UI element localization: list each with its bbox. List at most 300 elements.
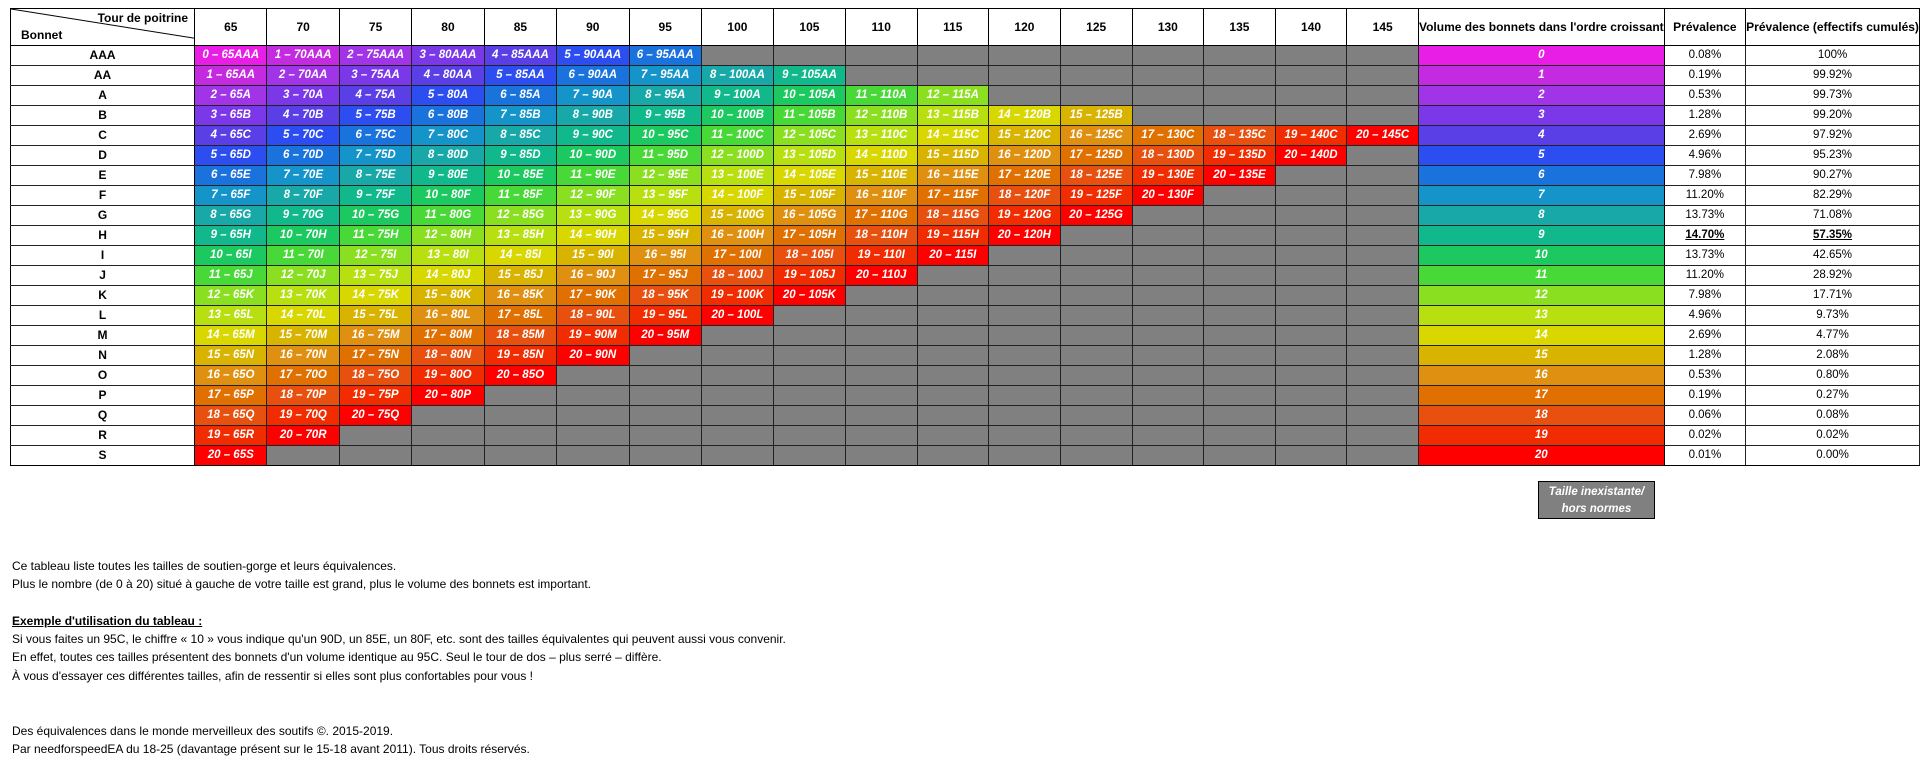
size-cell: 15 – 110E — [845, 166, 917, 186]
size-cell: 19 – 95L — [629, 306, 701, 326]
size-cell: 19 – 130E — [1132, 166, 1204, 186]
prevalence-cell: 0.08% — [1664, 46, 1745, 66]
cumulative-prevalence-cell: 0.27% — [1746, 386, 1920, 406]
size-cell: 16 – 110F — [845, 186, 917, 206]
empty-cell — [1060, 66, 1132, 86]
cumulative-prevalence-cell: 100% — [1746, 46, 1920, 66]
size-cell: 15 – 75L — [339, 306, 411, 326]
empty-cell — [1347, 86, 1419, 106]
empty-cell — [1060, 386, 1132, 406]
size-cell: 10 – 85E — [484, 166, 556, 186]
size-cell: 14 – 80J — [412, 266, 484, 286]
band-header: 95 — [629, 9, 701, 46]
size-cell: 20 – 115I — [917, 246, 989, 266]
size-cell: 13 – 85H — [484, 226, 556, 246]
size-cell: 17 – 90K — [557, 286, 629, 306]
empty-cell — [989, 326, 1061, 346]
size-cell: 17 – 110G — [845, 206, 917, 226]
empty-cell — [412, 446, 484, 466]
empty-cell — [1132, 366, 1204, 386]
empty-cell — [629, 346, 701, 366]
size-cell: 4 – 75A — [339, 86, 411, 106]
volume-cell: 13 — [1418, 306, 1664, 326]
empty-cell — [1347, 66, 1419, 86]
prevalence-cell: 1.28% — [1664, 106, 1745, 126]
size-cell: 10 – 105A — [773, 86, 845, 106]
size-cell: 7 – 85B — [484, 106, 556, 126]
size-cell: 16 – 70N — [267, 346, 339, 366]
empty-cell — [1204, 366, 1276, 386]
empty-cell — [1275, 426, 1347, 446]
size-cell: 19 – 135D — [1204, 146, 1276, 166]
cumulative-prevalence-cell: 17.71% — [1746, 286, 1920, 306]
empty-cell — [917, 386, 989, 406]
empty-cell — [1132, 306, 1204, 326]
size-cell: 13 – 105D — [773, 146, 845, 166]
size-cell: 10 – 90D — [557, 146, 629, 166]
empty-cell — [1132, 406, 1204, 426]
size-cell: 6 – 80B — [412, 106, 484, 126]
size-cell: 18 – 95K — [629, 286, 701, 306]
size-cell: 12 – 75I — [339, 246, 411, 266]
cup-label: Q — [11, 406, 195, 426]
empty-cell — [701, 426, 773, 446]
size-cell: 19 – 105J — [773, 266, 845, 286]
empty-cell — [1132, 426, 1204, 446]
size-cell: 19 – 90M — [557, 326, 629, 346]
prevalence-cell: 7.98% — [1664, 286, 1745, 306]
prevalence-header: Prévalence — [1664, 9, 1745, 46]
size-cell: 12 – 115A — [917, 86, 989, 106]
size-cell: 18 – 130D — [1132, 146, 1204, 166]
cup-axis-label: Bonnet — [21, 28, 63, 42]
empty-cell — [701, 446, 773, 466]
empty-cell — [1347, 106, 1419, 126]
empty-cell — [1060, 406, 1132, 426]
empty-cell — [557, 406, 629, 426]
size-cell: 8 – 100AA — [701, 66, 773, 86]
band-header: 70 — [267, 9, 339, 46]
cup-label: S — [11, 446, 195, 466]
table-row — [11, 286, 1920, 306]
size-cell: 20 – 100L — [701, 306, 773, 326]
table-row — [11, 46, 1920, 66]
band-header: 85 — [484, 9, 556, 46]
size-cell: 2 – 70AA — [267, 66, 339, 86]
cup-label: D — [11, 146, 195, 166]
table-row — [11, 406, 1920, 426]
empty-cell — [339, 446, 411, 466]
size-cell: 11 – 65J — [195, 266, 267, 286]
size-cell: 15 – 95H — [629, 226, 701, 246]
size-cell: 8 – 70F — [267, 186, 339, 206]
empty-cell — [1132, 206, 1204, 226]
empty-cell — [629, 366, 701, 386]
empty-cell — [1132, 346, 1204, 366]
size-cell: 17 – 130C — [1132, 126, 1204, 146]
size-cell: 14 – 65M — [195, 326, 267, 346]
volume-cell: 10 — [1418, 246, 1664, 266]
table-row — [11, 226, 1920, 246]
empty-cell — [773, 346, 845, 366]
size-cell: 10 – 65I — [195, 246, 267, 266]
size-cell: 11 – 90E — [557, 166, 629, 186]
size-cell: 20 – 75Q — [339, 406, 411, 426]
empty-cell — [1060, 46, 1132, 66]
band-header: 140 — [1275, 9, 1347, 46]
size-cell: 17 – 70O — [267, 366, 339, 386]
band-header: 105 — [773, 9, 845, 46]
empty-cell — [1204, 446, 1276, 466]
cumulative-prevalence-cell: 97.92% — [1746, 126, 1920, 146]
cup-label: M — [11, 326, 195, 346]
size-cell: 18 – 125E — [1060, 166, 1132, 186]
band-header: 125 — [1060, 9, 1132, 46]
size-cell: 3 – 75AA — [339, 66, 411, 86]
cumulative-prevalence-cell: 0.00% — [1746, 446, 1920, 466]
prevalence-cell: 11.20% — [1664, 186, 1745, 206]
size-cell: 16 – 120D — [989, 146, 1061, 166]
empty-cell — [1132, 86, 1204, 106]
band-header: 145 — [1347, 9, 1419, 46]
size-cell: 13 – 90G — [557, 206, 629, 226]
empty-cell — [1060, 86, 1132, 106]
prevalence-cell: 0.02% — [1664, 426, 1745, 446]
size-cell: 19 – 85N — [484, 346, 556, 366]
empty-cell — [1060, 426, 1132, 446]
size-cell: 11 – 110A — [845, 86, 917, 106]
size-cell: 11 – 80G — [412, 206, 484, 226]
empty-cell — [1275, 246, 1347, 266]
size-cell: 16 – 85K — [484, 286, 556, 306]
size-cell: 14 – 105E — [773, 166, 845, 186]
table-row — [11, 206, 1920, 226]
empty-cell — [701, 406, 773, 426]
size-cell: 4 – 80AA — [412, 66, 484, 86]
empty-cell — [845, 446, 917, 466]
size-cell: 5 – 70C — [267, 126, 339, 146]
band-axis-label: Tour de poitrine — [97, 11, 189, 25]
table-row — [11, 106, 1920, 126]
empty-cell — [773, 366, 845, 386]
cup-label: F — [11, 186, 195, 206]
empty-cell — [845, 326, 917, 346]
empty-cell — [701, 326, 773, 346]
empty-cell — [989, 366, 1061, 386]
size-cell: 17 – 100I — [701, 246, 773, 266]
size-cell: 10 – 100B — [701, 106, 773, 126]
size-cell: 2 – 65A — [195, 86, 267, 106]
empty-cell — [557, 446, 629, 466]
size-cell: 20 – 70R — [267, 426, 339, 446]
size-cell: 16 – 100H — [701, 226, 773, 246]
cumulative-prevalence-cell: 82.29% — [1746, 186, 1920, 206]
empty-cell — [845, 366, 917, 386]
cumulative-prevalence-cell: 0.02% — [1746, 426, 1920, 446]
volume-cell: 2 — [1418, 86, 1664, 106]
size-cell: 5 – 90AAA — [557, 46, 629, 66]
empty-cell — [989, 286, 1061, 306]
empty-cell — [1275, 266, 1347, 286]
cumulative-prevalence-cell: 0.80% — [1746, 366, 1920, 386]
empty-cell — [629, 386, 701, 406]
prevalence-cell: 7.98% — [1664, 166, 1745, 186]
size-cell: 20 – 105K — [773, 286, 845, 306]
cumulative-prevalence-cell: 4.77% — [1746, 326, 1920, 346]
empty-cell — [1204, 326, 1276, 346]
size-cell: 17 – 125D — [1060, 146, 1132, 166]
volume-cell: 18 — [1418, 406, 1664, 426]
size-cell: 15 – 70M — [267, 326, 339, 346]
empty-cell — [1060, 446, 1132, 466]
empty-cell — [773, 326, 845, 346]
volume-cell: 19 — [1418, 426, 1664, 446]
empty-cell — [917, 306, 989, 326]
cumulative-prevalence-cell: 42.65% — [1746, 246, 1920, 266]
size-cell: 1 – 70AAA — [267, 46, 339, 66]
size-cell: 9 – 80E — [412, 166, 484, 186]
volume-cell: 7 — [1418, 186, 1664, 206]
table-row — [11, 166, 1920, 186]
empty-cell — [773, 406, 845, 426]
size-cell: 19 – 75P — [339, 386, 411, 406]
cup-label: AA — [11, 66, 195, 86]
empty-cell — [989, 346, 1061, 366]
footer-line: Par needforspeedEA du 18-25 (davantage présent sur le 15-18 avant 2011). Tous droits réservés. — [12, 741, 530, 756]
prevalence-cell: 4.96% — [1664, 306, 1745, 326]
empty-cell — [339, 426, 411, 446]
size-cell: 6 – 75C — [339, 126, 411, 146]
cup-label: R — [11, 426, 195, 446]
size-cell: 13 – 65L — [195, 306, 267, 326]
volume-cell: 9 — [1418, 226, 1664, 246]
empty-cell — [917, 406, 989, 426]
size-cell: 20 – 135E — [1204, 166, 1276, 186]
size-cell: 13 – 115B — [917, 106, 989, 126]
size-cell: 12 – 70J — [267, 266, 339, 286]
empty-cell — [1060, 286, 1132, 306]
size-cell: 9 – 85D — [484, 146, 556, 166]
size-cell: 15 – 105F — [773, 186, 845, 206]
size-cell: 14 – 115C — [917, 126, 989, 146]
empty-cell — [1204, 406, 1276, 426]
empty-cell — [1347, 246, 1419, 266]
empty-cell — [484, 386, 556, 406]
prevalence-cell: 4.96% — [1664, 146, 1745, 166]
size-cell: 12 – 80H — [412, 226, 484, 246]
size-cell: 9 – 65H — [195, 226, 267, 246]
size-cell: 18 – 110H — [845, 226, 917, 246]
volume-cell: 14 — [1418, 326, 1664, 346]
table-row — [11, 266, 1920, 286]
size-cell: 16 – 95I — [629, 246, 701, 266]
empty-cell — [917, 426, 989, 446]
size-cell: 15 – 115D — [917, 146, 989, 166]
prevalence-cell: 0.06% — [1664, 406, 1745, 426]
size-cell: 12 – 95E — [629, 166, 701, 186]
empty-cell — [1275, 186, 1347, 206]
cup-label: O — [11, 366, 195, 386]
size-cell: 7 – 75D — [339, 146, 411, 166]
prevalence-cell: 0.53% — [1664, 86, 1745, 106]
size-cell: 5 – 85AA — [484, 66, 556, 86]
empty-cell — [989, 426, 1061, 446]
empty-cell — [1060, 226, 1132, 246]
empty-cell — [557, 386, 629, 406]
empty-cell — [1204, 46, 1276, 66]
volume-cell: 5 — [1418, 146, 1664, 166]
empty-cell — [1204, 86, 1276, 106]
band-header: 80 — [412, 9, 484, 46]
volume-cell: 0 — [1418, 46, 1664, 66]
empty-cell — [1275, 106, 1347, 126]
size-cell: 14 – 90H — [557, 226, 629, 246]
note-line: Si vous faites un 95C, le chiffre « 10 » vous indique qu'un 90D, un 85E, un 80F, etc. sont des tailles équivalentes qui peuvent aussi vous convenir. — [12, 632, 786, 647]
empty-cell — [1132, 286, 1204, 306]
size-cell: 17 – 95J — [629, 266, 701, 286]
size-cell: 14 – 95G — [629, 206, 701, 226]
empty-cell — [1347, 426, 1419, 446]
size-cell: 4 – 85AAA — [484, 46, 556, 66]
example-title: Exemple d'utilisation du tableau : — [12, 613, 203, 628]
empty-cell — [989, 386, 1061, 406]
empty-cell — [1060, 326, 1132, 346]
cup-label: J — [11, 266, 195, 286]
empty-cell — [1132, 246, 1204, 266]
cumulative-prevalence-cell: 99.73% — [1746, 86, 1920, 106]
empty-cell — [917, 286, 989, 306]
size-cell: 11 – 75H — [339, 226, 411, 246]
empty-cell — [845, 66, 917, 86]
empty-cell — [1275, 406, 1347, 426]
empty-cell — [1275, 386, 1347, 406]
size-cell: 6 – 90AA — [557, 66, 629, 86]
size-cell: 6 – 70D — [267, 146, 339, 166]
empty-cell — [773, 446, 845, 466]
empty-cell — [1132, 326, 1204, 346]
size-cell: 4 – 65C — [195, 126, 267, 146]
empty-cell — [917, 346, 989, 366]
table-corner-header — [11, 9, 195, 46]
size-cell: 12 – 65K — [195, 286, 267, 306]
size-cell: 11 – 105B — [773, 106, 845, 126]
empty-cell — [1275, 166, 1347, 186]
volume-cell: 15 — [1418, 346, 1664, 366]
size-cell: 6 – 65E — [195, 166, 267, 186]
size-cell: 12 – 105C — [773, 126, 845, 146]
note-line: Ce tableau liste toutes les tailles de soutien-gorge et leurs équivalences. — [12, 559, 397, 573]
empty-cell — [1275, 46, 1347, 66]
table-row — [11, 426, 1920, 446]
size-cell: 16 – 125C — [1060, 126, 1132, 146]
size-cell: 15 – 100G — [701, 206, 773, 226]
size-cell: 19 – 120G — [989, 206, 1061, 226]
size-cell: 18 – 85M — [484, 326, 556, 346]
size-cell: 5 – 65D — [195, 146, 267, 166]
empty-cell — [917, 446, 989, 466]
prevalence-cell: 0.19% — [1664, 386, 1745, 406]
size-cell: 15 – 120C — [989, 126, 1061, 146]
size-cell: 9 – 100A — [701, 86, 773, 106]
prevalence-cell: 13.73% — [1664, 246, 1745, 266]
empty-cell — [1347, 186, 1419, 206]
size-cell: 19 – 65R — [195, 426, 267, 446]
size-cell: 13 – 80I — [412, 246, 484, 266]
size-cell: 15 – 80K — [412, 286, 484, 306]
size-cell: 14 – 120B — [989, 106, 1061, 126]
empty-cell — [484, 446, 556, 466]
band-header: 65 — [195, 9, 267, 46]
size-cell: 9 – 70G — [267, 206, 339, 226]
size-cell: 16 – 80L — [412, 306, 484, 326]
volume-cell: 17 — [1418, 386, 1664, 406]
band-header: 75 — [339, 9, 411, 46]
empty-cell — [1275, 226, 1347, 246]
cumulative-prevalence-cell: 28.92% — [1746, 266, 1920, 286]
size-cell: 10 – 80F — [412, 186, 484, 206]
empty-cell — [1347, 266, 1419, 286]
size-cell: 16 – 75M — [339, 326, 411, 346]
size-cell: 4 – 70B — [267, 106, 339, 126]
table-row — [11, 86, 1920, 106]
size-cell: 20 – 145C — [1347, 126, 1419, 146]
size-cell: 19 – 115H — [917, 226, 989, 246]
empty-cell — [1347, 326, 1419, 346]
empty-cell — [1060, 346, 1132, 366]
size-cell: 14 – 100F — [701, 186, 773, 206]
empty-cell — [267, 446, 339, 466]
table-row — [11, 386, 1920, 406]
size-cell: 14 – 85I — [484, 246, 556, 266]
empty-cell — [845, 406, 917, 426]
cup-label: G — [11, 206, 195, 226]
size-cell: 18 – 80N — [412, 346, 484, 366]
table-row — [11, 366, 1920, 386]
size-cell: 14 – 70L — [267, 306, 339, 326]
cumulative-prevalence-cell: 2.08% — [1746, 346, 1920, 366]
size-cell: 12 – 110B — [845, 106, 917, 126]
size-cell: 17 – 85L — [484, 306, 556, 326]
empty-cell — [773, 46, 845, 66]
size-cell: 1 – 65AA — [195, 66, 267, 86]
empty-cell — [1347, 406, 1419, 426]
empty-cell — [845, 46, 917, 66]
empty-cell — [557, 366, 629, 386]
cup-label: K — [11, 286, 195, 306]
band-header: 90 — [557, 9, 629, 46]
size-cell: 2 – 75AAA — [339, 46, 411, 66]
prevalence-cell: 1.28% — [1664, 346, 1745, 366]
empty-cell — [484, 426, 556, 446]
band-header: 120 — [989, 9, 1061, 46]
note-line: En effet, toutes ces tailles présentent des bonnets d'un volume identique au 95C. Seul le tour de dos – plus serré – diffère. — [12, 650, 662, 665]
size-cell: 13 – 100E — [701, 166, 773, 186]
size-cell: 11 – 100C — [701, 126, 773, 146]
size-cell: 3 – 80AAA — [412, 46, 484, 66]
empty-cell — [917, 66, 989, 86]
empty-cell — [1275, 66, 1347, 86]
empty-cell — [1132, 446, 1204, 466]
band-header: 130 — [1132, 9, 1204, 46]
cup-label: E — [11, 166, 195, 186]
size-cell: 16 – 65O — [195, 366, 267, 386]
size-cell: 15 – 65N — [195, 346, 267, 366]
table-row — [11, 446, 1920, 466]
empty-cell — [1204, 246, 1276, 266]
size-cell: 18 – 70P — [267, 386, 339, 406]
size-cell: 11 – 95D — [629, 146, 701, 166]
empty-cell — [1060, 306, 1132, 326]
